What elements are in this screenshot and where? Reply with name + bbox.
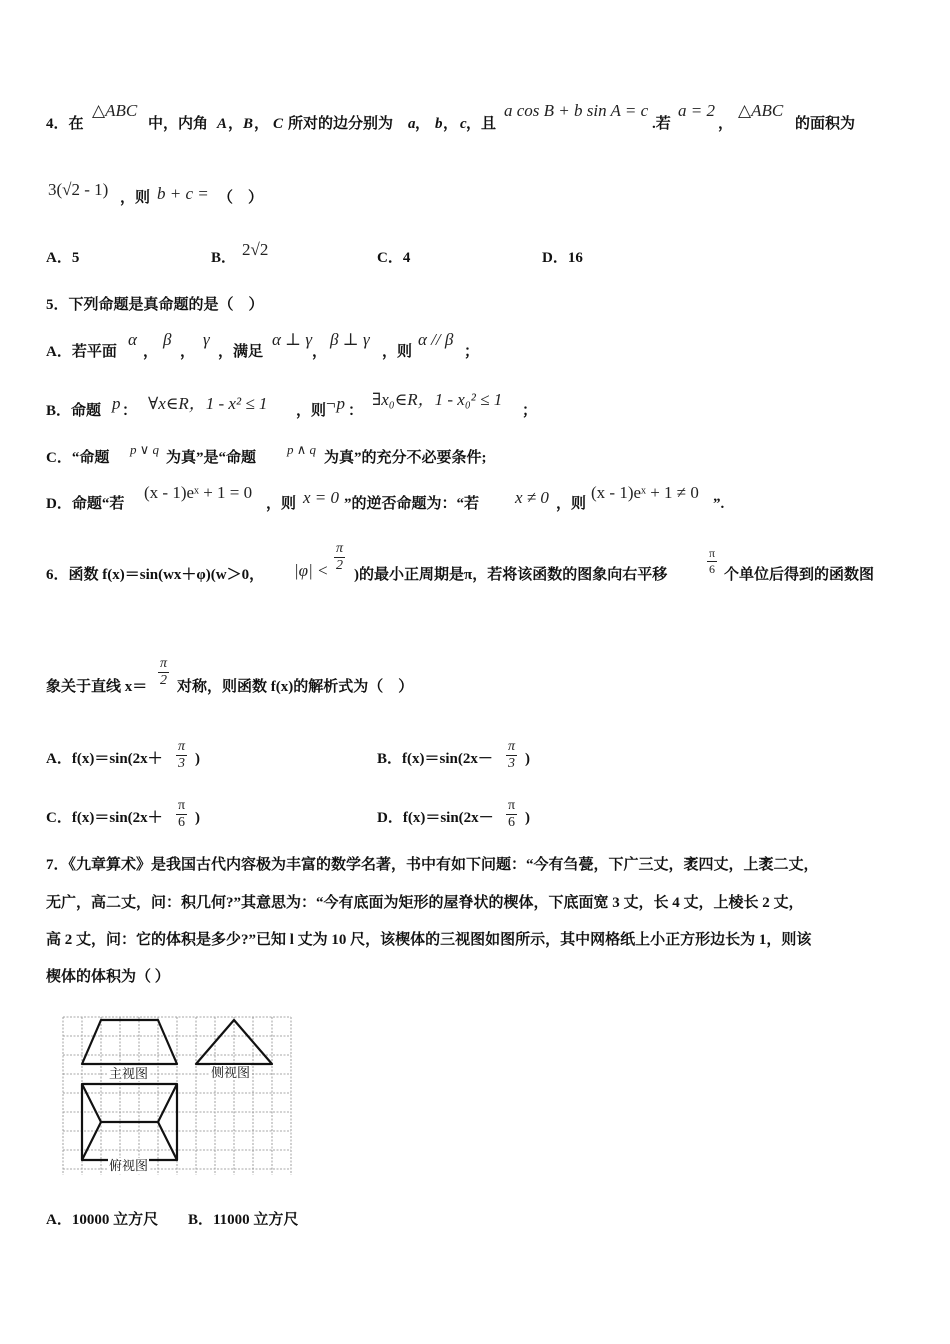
q4-option-a[interactable]: A．5 [46,250,80,266]
q5-option-a-label[interactable]: A．若平面 [46,344,117,360]
q6-option-c[interactable]: C．f(x)＝sin(2x＋ [46,810,163,826]
q4-stem-2: 所对的边分别为 [288,116,394,132]
q6-option-b-fraction: $\frac{\pi}{3}$ [508,739,516,771]
q4-stem-5: 的面积为 [795,116,856,132]
q4-var-B: B [243,116,254,132]
q5-a-condition-1: α ⊥ γ [272,330,313,349]
q7-option-b[interactable]: B．11000 立方尺 [188,1212,299,1228]
q4-stem-6: ，则 [120,190,151,206]
q5-b-p: p [112,394,121,413]
q6-option-a[interactable]: A．f(x)＝sin(2x＋ [46,751,163,767]
q5-b-statement: ∀x∈R，1 - x² ≤ 1 [148,394,268,413]
side-view-label: 侧视图 [211,1065,251,1080]
q5-option-d-label[interactable]: D．命题“若 [46,496,125,512]
q6-pi-over-6: $\frac{\pi}{6}$ [709,546,716,576]
q5-a-alpha: α [128,330,137,349]
front-view-label: 主视图 [109,1066,149,1081]
q7-line-4: 楔体的体积为（ ） [46,969,170,985]
q4-triangle-abc: △ABC [92,101,138,120]
q4-triangle-abc-2: △ABC [738,101,784,120]
front-view-trapezoid [82,1020,177,1064]
q5-option-c-label[interactable]: C．“命题 [46,450,110,466]
q6-option-b[interactable]: B．f(x)＝sin(2x－ [377,751,493,767]
q4-stem-4: .若 [652,116,671,132]
q5-a-gamma: γ [203,330,210,349]
q4-option-d[interactable]: D．16 [542,250,583,266]
three-view-figure [60,1014,294,1178]
q4-var-c: c [460,116,467,132]
q7-line-3: 高 2 丈，问：它的体积是多少?”已知 l 丈为 10 尺，该楔体的三视图如图所示，其中网格纸上小正方形边长为 1，则该 [46,932,812,948]
q5-option-b-label[interactable]: B．命题 [46,403,102,419]
q4-condition-equation: a cos B + b sin A = c [504,101,649,120]
q4-var-C: C [273,116,284,132]
q6-stem-2: )的最小正周期是π，若将该函数的图象向右平移 [354,567,668,583]
q5-a-condition-2: β ⊥ γ [330,330,370,349]
top-view-label: 俯视图 [109,1158,149,1173]
q4-side-a-value: a = 2 [678,101,715,120]
three-view-grid-svg [60,1014,294,1178]
q4-option-c[interactable]: C．4 [377,250,411,266]
q5-b-negation: ¬p [325,394,345,413]
q4-stem-1: 中，内角 [148,116,209,132]
q6-stem-5: 对称，则函数 f(x)的解析式为（ ） [177,679,414,695]
q6-option-a-fraction: $\frac{\pi}{3}$ [178,739,186,771]
q5-d-equation-3: x ≠ 0 [515,488,549,507]
q6-stem-3: 个单位后得到的函数图 [724,567,875,583]
q4-area-value: 3(√2 - 1) [48,180,109,199]
q4-option-b[interactable]: B． [211,250,237,266]
q6-option-d[interactable]: D．f(x)＝sin(2x－ [377,810,494,826]
q6-stem-4: 象关于直线 x＝ [46,679,148,695]
q6-option-c-fraction: $\frac{\pi}{6}$ [178,798,186,830]
q6-pi-over-2-b: $\frac{\pi}{2}$ [160,656,168,688]
q4-var-b: b [435,116,443,132]
q5-d-equation-4: (x - 1)eˣ + 1 ≠ 0 [591,483,699,502]
q5-b-negation-statement: ∃x₀∈R，1 - x₀² ≤ 1 [372,390,503,409]
q4-var-a: a [408,116,416,132]
q5-a-result: α // β [418,330,454,349]
q6-option-d-fraction: $\frac{\pi}{6}$ [508,798,516,830]
q5-c-p-or-q: p ∨ q [130,442,160,457]
q4-stem-3: ，且 [466,116,497,132]
q4-number: 4．在 [46,116,84,132]
q4-option-b-value: 2√2 [242,240,269,259]
q6-phi-bound: |φ| < [294,561,329,580]
q4-question-expression: b + c = [157,184,209,203]
q7-line-1: 7．《九章算术》是我国古代内容极为丰富的数学名著，书中有如下问题：“今有刍甍，下广三丈，袤四丈，上袤二丈， [46,857,819,873]
q6-stem-1: 6．函数 f(x)＝sin(wx＋φ)(w＞0， [46,567,265,583]
q5-title: 5．下列命题是真命题的是（ ） [46,297,264,313]
q4-var-A: A [217,116,228,132]
q5-d-equation-1: (x - 1)eˣ + 1 = 0 [144,483,253,502]
q7-option-a[interactable]: A．10000 立方尺 [46,1212,159,1228]
q5-d-equation-2: x = 0 [303,488,340,507]
q5-a-beta: β [163,330,172,349]
q4-answer-paren: （ ） [218,190,264,206]
q6-pi-over-2: $\frac{\pi}{2}$ [336,541,344,573]
q5-c-p-and-q: p ∧ q [287,442,317,457]
q7-line-2: 无广，高二丈，问：积几何?”其意思为：“今有底面为矩形的屋脊状的楔体，下底面宽 3 丈，长 4 丈，上棱长 2 丈， [46,895,804,911]
